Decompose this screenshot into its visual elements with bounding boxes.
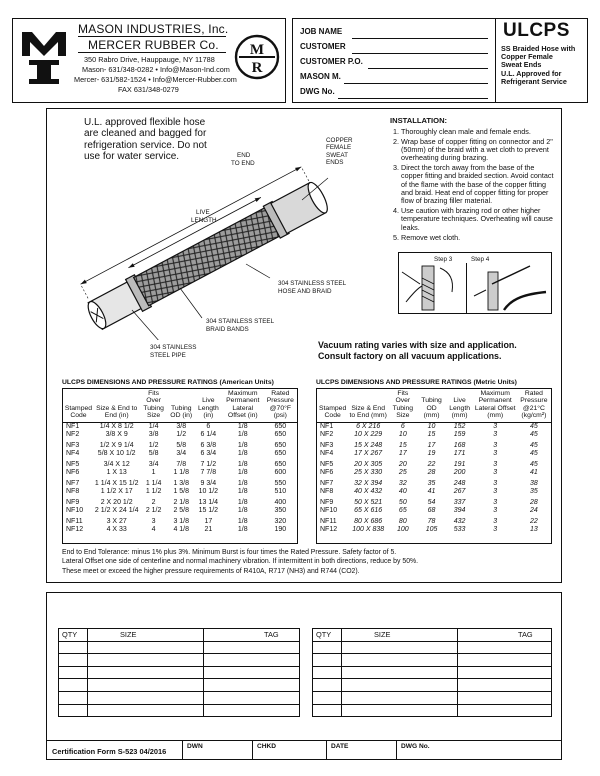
svg-text:R: R bbox=[251, 60, 263, 76]
table-cell: 21 bbox=[204, 525, 213, 533]
table-cell: 5/8 X 10 1/2 bbox=[97, 449, 136, 457]
record-row[interactable] bbox=[59, 654, 300, 667]
note-offset: Lateral Offset one side of centerline and normal machinery vibration. If intermittent in both directions, reduce by 50%. bbox=[62, 558, 419, 566]
table-cell: 35 bbox=[529, 487, 538, 495]
table-cell: 17 X 267 bbox=[354, 449, 383, 457]
braid-bands-label-1: 304 STAINLESS STEEL bbox=[206, 318, 275, 325]
table-cell: 3 bbox=[493, 479, 498, 487]
table-cell: 50 bbox=[398, 498, 407, 506]
table-cell: 5/8 bbox=[148, 449, 159, 457]
table-cell: 65 bbox=[398, 506, 407, 514]
table-cell: 65 X 616 bbox=[354, 506, 383, 514]
table-cell: 1/8 bbox=[237, 487, 248, 495]
record-left-size-header: SIZE bbox=[88, 629, 204, 642]
table-cell: 267 bbox=[453, 487, 466, 495]
intro-line-2: are cleaned and bagged for bbox=[84, 128, 207, 140]
table-us-header-od: Tubing OD (in) bbox=[168, 389, 195, 422]
record-left-tag-header: TAG bbox=[204, 629, 300, 642]
table-cell: 10 bbox=[427, 422, 436, 430]
table-metric-header-offset: Maximum Permanent Lateral Offset (mm) bbox=[474, 389, 517, 422]
table-cell: 10 X 229 bbox=[354, 430, 383, 438]
table-cell: 32 bbox=[398, 479, 407, 487]
table-cell: 15 X 248 bbox=[354, 441, 383, 449]
mercer-rubber-logo bbox=[234, 34, 280, 80]
table-row bbox=[317, 439, 551, 450]
product-desc-1: SS Braided Hose with bbox=[501, 44, 576, 53]
live-length-label-1: LIVE bbox=[196, 209, 210, 216]
table-cell: 1/4 bbox=[148, 422, 159, 430]
table-row bbox=[63, 450, 297, 458]
certification-form-label: Certification Form S-523 04/2016 bbox=[52, 747, 167, 756]
table-cell: 28 bbox=[529, 498, 538, 506]
table-cell: 50 X 521 bbox=[354, 498, 383, 506]
table-cell: 17 bbox=[427, 441, 436, 449]
table-cell: NF5 bbox=[66, 460, 80, 468]
table-us-title: ULCPS DIMENSIONS AND PRESSURE RATINGS (American Units) bbox=[62, 379, 274, 386]
table-metric-header-pressure: Rated Pressure @21°C (kg/cm²) bbox=[517, 389, 551, 422]
table-row bbox=[317, 450, 551, 458]
table-cell: 248 bbox=[453, 479, 466, 487]
table-cell: 3 bbox=[493, 517, 498, 525]
customer-label: CUSTOMER bbox=[300, 42, 346, 51]
date-field[interactable]: DATE bbox=[331, 743, 349, 750]
table-row bbox=[63, 507, 297, 515]
installation-step-3: 3. Direct the torch away from the base of the copper fitting and braided section. Avoid contact of the flame with the base of the copper fitting and braid. Heat end of copper fitting for proper flow of brazing filler material. bbox=[401, 164, 556, 205]
record-right-tag-header: TAG bbox=[458, 629, 552, 642]
table-cell: 3 bbox=[493, 460, 498, 468]
table-row bbox=[63, 458, 297, 469]
table-cell: 19 bbox=[427, 449, 436, 457]
record-left-qty-header: QTY bbox=[59, 629, 88, 642]
table-us-header-pressure: Rated Pressure @70°F (psi) bbox=[264, 389, 297, 422]
vacuum-note-1: Vacuum rating varies with size and application. bbox=[318, 340, 517, 350]
table-cell: 4 1/8 bbox=[173, 525, 190, 533]
table-cell: 4 bbox=[151, 525, 156, 533]
table-cell: 45 bbox=[529, 441, 538, 449]
table-cell: NF10 bbox=[320, 506, 338, 514]
table-cell: 20 X 305 bbox=[354, 460, 383, 468]
table-cell: 80 X 686 bbox=[354, 517, 383, 525]
table-cell: NF1 bbox=[320, 422, 334, 430]
installation-step-2: 2. Wrap base of copper fitting on connector and 2" (50mm) of the braid with a wet cloth to prevent overheating during brazing. bbox=[401, 138, 556, 163]
installation-step-1: 1. Thoroughly clean male and female ends. bbox=[401, 128, 556, 136]
table-cell: 350 bbox=[274, 506, 287, 514]
step-3-illustration bbox=[400, 262, 464, 312]
table-cell: 3/4 bbox=[176, 449, 187, 457]
table-cell: 41 bbox=[529, 468, 538, 476]
table-cell: 6 3/8 bbox=[200, 441, 217, 449]
table-cell: 7 1/2 bbox=[200, 460, 217, 468]
table-cell: 1 1/2 bbox=[145, 487, 162, 495]
table-cell: 1/2 bbox=[176, 430, 187, 438]
table-cell: 45 bbox=[529, 460, 538, 468]
table-cell: 17 bbox=[398, 449, 407, 457]
table-cell: 3 bbox=[493, 487, 498, 495]
record-row[interactable] bbox=[59, 641, 300, 654]
table-metric-header-od: Tubing OD (mm) bbox=[418, 389, 446, 422]
table-cell: 159 bbox=[453, 430, 466, 438]
table-cell: 650 bbox=[274, 441, 287, 449]
record-row[interactable] bbox=[313, 641, 552, 654]
table-cell: 533 bbox=[453, 525, 466, 533]
table-cell: 54 bbox=[427, 498, 436, 506]
dwg-number-field[interactable]: DWG No. bbox=[401, 743, 430, 750]
table-us-header-size: Size & End to End (in) bbox=[94, 389, 140, 422]
table-cell: NF6 bbox=[66, 468, 80, 476]
table-cell: NF12 bbox=[320, 525, 338, 533]
table-row bbox=[317, 458, 551, 469]
mason-industries-logo bbox=[20, 30, 68, 86]
record-row[interactable] bbox=[313, 704, 552, 717]
table-cell: 2 1/8 bbox=[173, 498, 190, 506]
table-cell: 6 1/4 bbox=[200, 430, 217, 438]
record-row[interactable] bbox=[59, 691, 300, 704]
record-right-size-header: SIZE bbox=[342, 629, 458, 642]
hose-diagram bbox=[70, 160, 350, 340]
table-cell: NF4 bbox=[66, 449, 80, 457]
table-cell: NF2 bbox=[66, 430, 80, 438]
table-cell: NF6 bbox=[320, 468, 334, 476]
note-refrigerants: These meet or exceed the higher pressure requirements of R410A, R717 (NH3) and R744 (CO2). bbox=[62, 567, 360, 575]
table-cell: 337 bbox=[453, 498, 466, 506]
table-cell: 1 1/4 X 15 1/2 bbox=[94, 479, 139, 487]
table-cell: 80 bbox=[398, 517, 407, 525]
dwg-no-label: DWG No. bbox=[300, 87, 335, 96]
table-cell: 6 bbox=[206, 422, 211, 430]
table-cell: NF3 bbox=[320, 441, 334, 449]
table-cell: 1 5/8 bbox=[173, 487, 190, 495]
table-cell: 3 bbox=[493, 430, 498, 438]
table-cell: NF9 bbox=[66, 498, 80, 506]
table-cell: 400 bbox=[274, 498, 287, 506]
table-cell: 45 bbox=[529, 422, 538, 430]
table-cell: NF3 bbox=[66, 441, 80, 449]
table-cell: 1/8 bbox=[237, 479, 248, 487]
customer-po-field[interactable] bbox=[368, 68, 488, 69]
table-cell: 2 1/2 bbox=[145, 506, 162, 514]
table-cell: NF1 bbox=[66, 422, 80, 430]
table-cell: 1/8 bbox=[237, 430, 248, 438]
table-cell: 25 X 330 bbox=[354, 468, 383, 476]
copper-ends-label-3: SWEAT bbox=[326, 151, 348, 159]
table-us bbox=[63, 389, 297, 534]
end-to-end-label-1: END bbox=[237, 152, 251, 159]
table-row bbox=[317, 422, 551, 431]
table-cell: 3/4 bbox=[148, 460, 159, 468]
table-row bbox=[63, 515, 297, 526]
step-3-label: Step 3 bbox=[434, 256, 453, 263]
table-cell: 152 bbox=[453, 422, 466, 430]
table-cell: 2 bbox=[151, 498, 156, 506]
steel-pipe-label-1: 304 STAINLESS bbox=[150, 344, 197, 351]
table-cell: 1/8 bbox=[237, 422, 248, 430]
company-contact-mercer: Mercer- 631/582-1524 • Info@Mercer-Rubber.com bbox=[74, 75, 237, 84]
svg-text:M: M bbox=[249, 42, 265, 58]
table-cell: NF8 bbox=[320, 487, 334, 495]
steel-pipe-label-2: STEEL PIPE bbox=[150, 352, 186, 359]
table-cell: 17 bbox=[204, 517, 213, 525]
table-cell: 45 bbox=[529, 449, 538, 457]
product-desc-5: Refrigerant Service bbox=[501, 76, 567, 86]
table-cell: 650 bbox=[274, 449, 287, 457]
table-cell: 13 bbox=[529, 525, 538, 533]
table-cell: 650 bbox=[274, 430, 287, 438]
table-cell: 3/8 bbox=[148, 430, 159, 438]
company-fax: FAX 631/348-0279 bbox=[118, 85, 179, 94]
table-cell: 10 bbox=[398, 430, 407, 438]
table-row bbox=[317, 507, 551, 515]
table-cell: 550 bbox=[274, 479, 287, 487]
table-cell: 15 bbox=[427, 430, 436, 438]
record-row[interactable] bbox=[313, 666, 552, 679]
record-table-left bbox=[58, 628, 300, 717]
table-cell: 1 3/8 bbox=[173, 479, 190, 487]
table-us-header-fits: Fits Over Tubing Size bbox=[139, 389, 167, 422]
table-us-header-code: Stamped Code bbox=[63, 389, 94, 422]
table-cell: 1 X 13 bbox=[106, 468, 127, 476]
table-cell: 24 bbox=[529, 506, 538, 514]
table-cell: 1/8 bbox=[237, 506, 248, 514]
table-cell: 15 bbox=[398, 441, 407, 449]
table-cell: 28 bbox=[427, 468, 436, 476]
table-cell: 394 bbox=[453, 506, 466, 514]
table-cell: NF11 bbox=[320, 517, 337, 525]
table-row bbox=[63, 422, 297, 431]
table-cell: NF10 bbox=[66, 506, 84, 514]
table-cell: 15 1/2 bbox=[198, 506, 219, 514]
table-metric-header-live: Live Length (mm) bbox=[446, 389, 474, 422]
table-cell: 320 bbox=[274, 517, 287, 525]
product-desc-4: U.L. Approved for bbox=[501, 68, 562, 78]
table-metric-header-size: Size & End to End (mm) bbox=[348, 389, 388, 422]
table-cell: 105 bbox=[425, 525, 438, 533]
table-cell: 171 bbox=[453, 449, 466, 457]
table-cell: 1 1/4 bbox=[145, 479, 162, 487]
installation-title: INSTALLATION: bbox=[390, 116, 448, 125]
job-name-field[interactable] bbox=[352, 38, 488, 39]
table-cell: NF5 bbox=[320, 460, 334, 468]
product-desc-2: Copper Female bbox=[501, 52, 553, 62]
table-cell: 3 bbox=[493, 525, 498, 533]
table-cell: 10 1/2 bbox=[198, 487, 219, 495]
table-cell: NF11 bbox=[66, 517, 83, 525]
table-cell: 3 1/8 bbox=[173, 517, 190, 525]
table-cell: 40 X 432 bbox=[354, 487, 383, 495]
table-row bbox=[63, 526, 297, 534]
customer-po-label: CUSTOMER P.O. bbox=[300, 57, 363, 66]
braid-bands-label-2: BRAID BANDS bbox=[206, 326, 249, 333]
table-cell: 2 1/2 X 24 1/4 bbox=[94, 506, 139, 514]
company-address: 350 Rabro Drive, Hauppauge, NY 11788 bbox=[84, 55, 215, 64]
table-cell: 3 bbox=[493, 468, 498, 476]
table-cell: NF7 bbox=[66, 479, 80, 487]
table-cell: 5/8 bbox=[176, 441, 187, 449]
record-table-right bbox=[312, 628, 552, 717]
table-cell: 1 1/2 X 17 bbox=[100, 487, 133, 495]
table-row bbox=[317, 526, 551, 534]
mason-m-label: MASON M. bbox=[300, 72, 341, 81]
dwn-field[interactable]: DWN bbox=[187, 743, 203, 750]
table-cell: 3 bbox=[151, 517, 156, 525]
record-row[interactable] bbox=[313, 654, 552, 667]
table-cell: NF7 bbox=[320, 479, 334, 487]
table-metric-title: ULCPS DIMENSIONS AND PRESSURE RATINGS (Metric Units) bbox=[316, 379, 517, 386]
record-row[interactable] bbox=[59, 666, 300, 679]
table-row bbox=[317, 477, 551, 488]
mason-m-field[interactable] bbox=[344, 83, 488, 84]
table-cell: 432 bbox=[453, 517, 466, 525]
table-cell: 38 bbox=[529, 479, 538, 487]
table-cell: 1/8 bbox=[237, 441, 248, 449]
table-metric bbox=[317, 389, 551, 534]
installation-step-5: 5. Remove wet cloth. bbox=[401, 234, 556, 242]
dwg-no-field[interactable] bbox=[338, 98, 488, 99]
copper-ends-label-2: FEMALE bbox=[326, 144, 352, 152]
record-row[interactable] bbox=[59, 704, 300, 717]
table-cell: 3 bbox=[493, 422, 498, 430]
record-row[interactable] bbox=[313, 679, 552, 692]
live-length-label-2: LENGTH bbox=[191, 217, 217, 224]
table-us-header-live: Live Length (in) bbox=[195, 389, 222, 422]
copper-ends-label-1: COPPER bbox=[326, 137, 353, 144]
vacuum-note-2: Consult factory on all vacuum applications. bbox=[318, 351, 502, 361]
table-row bbox=[317, 496, 551, 507]
table-metric-header-code: Stamped Code bbox=[317, 389, 348, 422]
intro-line-1: U.L. approved flexible hose bbox=[84, 117, 206, 128]
table-cell: 1/2 X 9 1/4 bbox=[99, 441, 134, 449]
table-row bbox=[317, 469, 551, 477]
table-row bbox=[63, 488, 297, 496]
table-row bbox=[63, 496, 297, 507]
end-to-end-label-2: TO END bbox=[231, 160, 255, 167]
table-cell: 7/8 bbox=[176, 460, 187, 468]
hose-braid-label-1: 304 STAINLESS STEEL bbox=[278, 280, 347, 287]
table-row bbox=[63, 439, 297, 450]
table-us-header-offset: Maximum Permanent Lateral Offset (in) bbox=[222, 389, 264, 422]
table-cell: 2 X 20 1/2 bbox=[100, 498, 133, 506]
table-cell: 9 3/4 bbox=[200, 479, 217, 487]
table-cell: 1/8 bbox=[237, 525, 248, 533]
table-cell: NF8 bbox=[66, 487, 80, 495]
table-cell: 190 bbox=[274, 525, 287, 533]
table-cell: 78 bbox=[427, 517, 436, 525]
table-cell: 1/8 bbox=[237, 498, 248, 506]
table-cell: 35 bbox=[427, 479, 436, 487]
table-cell: 1/8 bbox=[237, 449, 248, 457]
table-cell: 4 X 33 bbox=[106, 525, 127, 533]
table-cell: 3 bbox=[493, 449, 498, 457]
company-name-mason: MASON INDUSTRIES, Inc. bbox=[78, 22, 229, 36]
table-cell: 3 bbox=[493, 506, 498, 514]
table-cell: 510 bbox=[274, 487, 287, 495]
table-cell: 32 X 394 bbox=[354, 479, 383, 487]
table-cell: 7 7/8 bbox=[200, 468, 217, 476]
record-row[interactable] bbox=[313, 691, 552, 704]
table-row bbox=[317, 431, 551, 439]
company-contact-mason: Mason- 631/348-0282 • Info@Mason-Ind.com bbox=[82, 65, 230, 74]
table-cell: 1/2 bbox=[148, 441, 159, 449]
table-cell: 1/4 X 8 1/2 bbox=[99, 422, 134, 430]
table-cell: 45 bbox=[529, 430, 538, 438]
hose-braid-label-2: HOSE AND BRAID bbox=[278, 288, 332, 295]
intro-line-3: refrigeration service. Do not bbox=[84, 139, 207, 151]
table-cell: 1 1/8 bbox=[173, 468, 190, 476]
table-cell: NF12 bbox=[66, 525, 84, 533]
installation-section bbox=[390, 116, 556, 243]
table-cell: 100 X 838 bbox=[352, 525, 385, 533]
record-right-qty-header: QTY bbox=[313, 629, 342, 642]
copper-ends-label-4: ENDS bbox=[326, 159, 344, 167]
table-cell: 168 bbox=[453, 441, 466, 449]
table-cell: 1/8 bbox=[237, 468, 248, 476]
note-tolerance: End to End Tolerance: minus 1% plus 3%. Minimum Burst is four times the Rated Pressure. Safety factor of 5. bbox=[62, 549, 397, 556]
table-cell: NF4 bbox=[320, 449, 334, 457]
intro-line-4: use for water service. bbox=[84, 151, 180, 163]
table-row bbox=[317, 488, 551, 496]
product-code: ULCPS bbox=[503, 20, 570, 41]
step-4-illustration bbox=[468, 262, 550, 312]
table-cell: 40 bbox=[398, 487, 407, 495]
table-row bbox=[317, 515, 551, 526]
table-cell: 3 bbox=[493, 441, 498, 449]
table-cell: 1/8 bbox=[237, 460, 248, 468]
table-cell: 3/4 X 12 bbox=[103, 460, 130, 468]
table-cell: 3/8 bbox=[176, 422, 187, 430]
table-cell: 650 bbox=[274, 422, 287, 430]
table-cell: 41 bbox=[427, 487, 436, 495]
table-cell: 13 1/4 bbox=[198, 498, 219, 506]
table-cell: 6 3/4 bbox=[200, 449, 217, 457]
table-row bbox=[63, 431, 297, 439]
table-cell: 191 bbox=[453, 460, 466, 468]
table-cell: 68 bbox=[427, 506, 436, 514]
table-cell: 2 5/8 bbox=[173, 506, 190, 514]
record-row[interactable] bbox=[59, 679, 300, 692]
table-cell: 650 bbox=[274, 460, 287, 468]
table-cell: 20 bbox=[398, 460, 407, 468]
table-cell: 200 bbox=[453, 468, 466, 476]
table-cell: 1/8 bbox=[237, 517, 248, 525]
table-row bbox=[63, 477, 297, 488]
table-cell: 3 bbox=[493, 498, 498, 506]
table-cell: 3/8 X 9 bbox=[105, 430, 128, 438]
table-row bbox=[63, 469, 297, 477]
table-metric-header-fits: Fits Over Tubing Size bbox=[388, 389, 417, 422]
company-name-mercer: MERCER RUBBER Co. bbox=[88, 38, 219, 52]
customer-field[interactable] bbox=[352, 53, 488, 54]
table-cell: 6 bbox=[400, 422, 405, 430]
table-cell: 22 bbox=[427, 460, 436, 468]
step-4-label: Step 4 bbox=[471, 256, 490, 263]
table-cell: 600 bbox=[274, 468, 287, 476]
chkd-field[interactable]: CHKD bbox=[257, 743, 277, 750]
table-cell: 1 bbox=[151, 468, 156, 476]
installation-step-4: 4. Use caution with brazing rod or other higher temperature techniques. Overheating will cause leaks. bbox=[401, 207, 556, 232]
job-name-label: JOB NAME bbox=[300, 27, 343, 36]
table-cell: NF9 bbox=[320, 498, 334, 506]
table-cell: NF2 bbox=[320, 430, 334, 438]
table-cell: 25 bbox=[398, 468, 407, 476]
product-desc-3: Sweat Ends bbox=[501, 60, 542, 70]
table-cell: 100 bbox=[396, 525, 409, 533]
table-cell: 3 X 27 bbox=[106, 517, 127, 525]
table-cell: 6 X 216 bbox=[356, 422, 381, 430]
table-cell: 22 bbox=[529, 517, 538, 525]
